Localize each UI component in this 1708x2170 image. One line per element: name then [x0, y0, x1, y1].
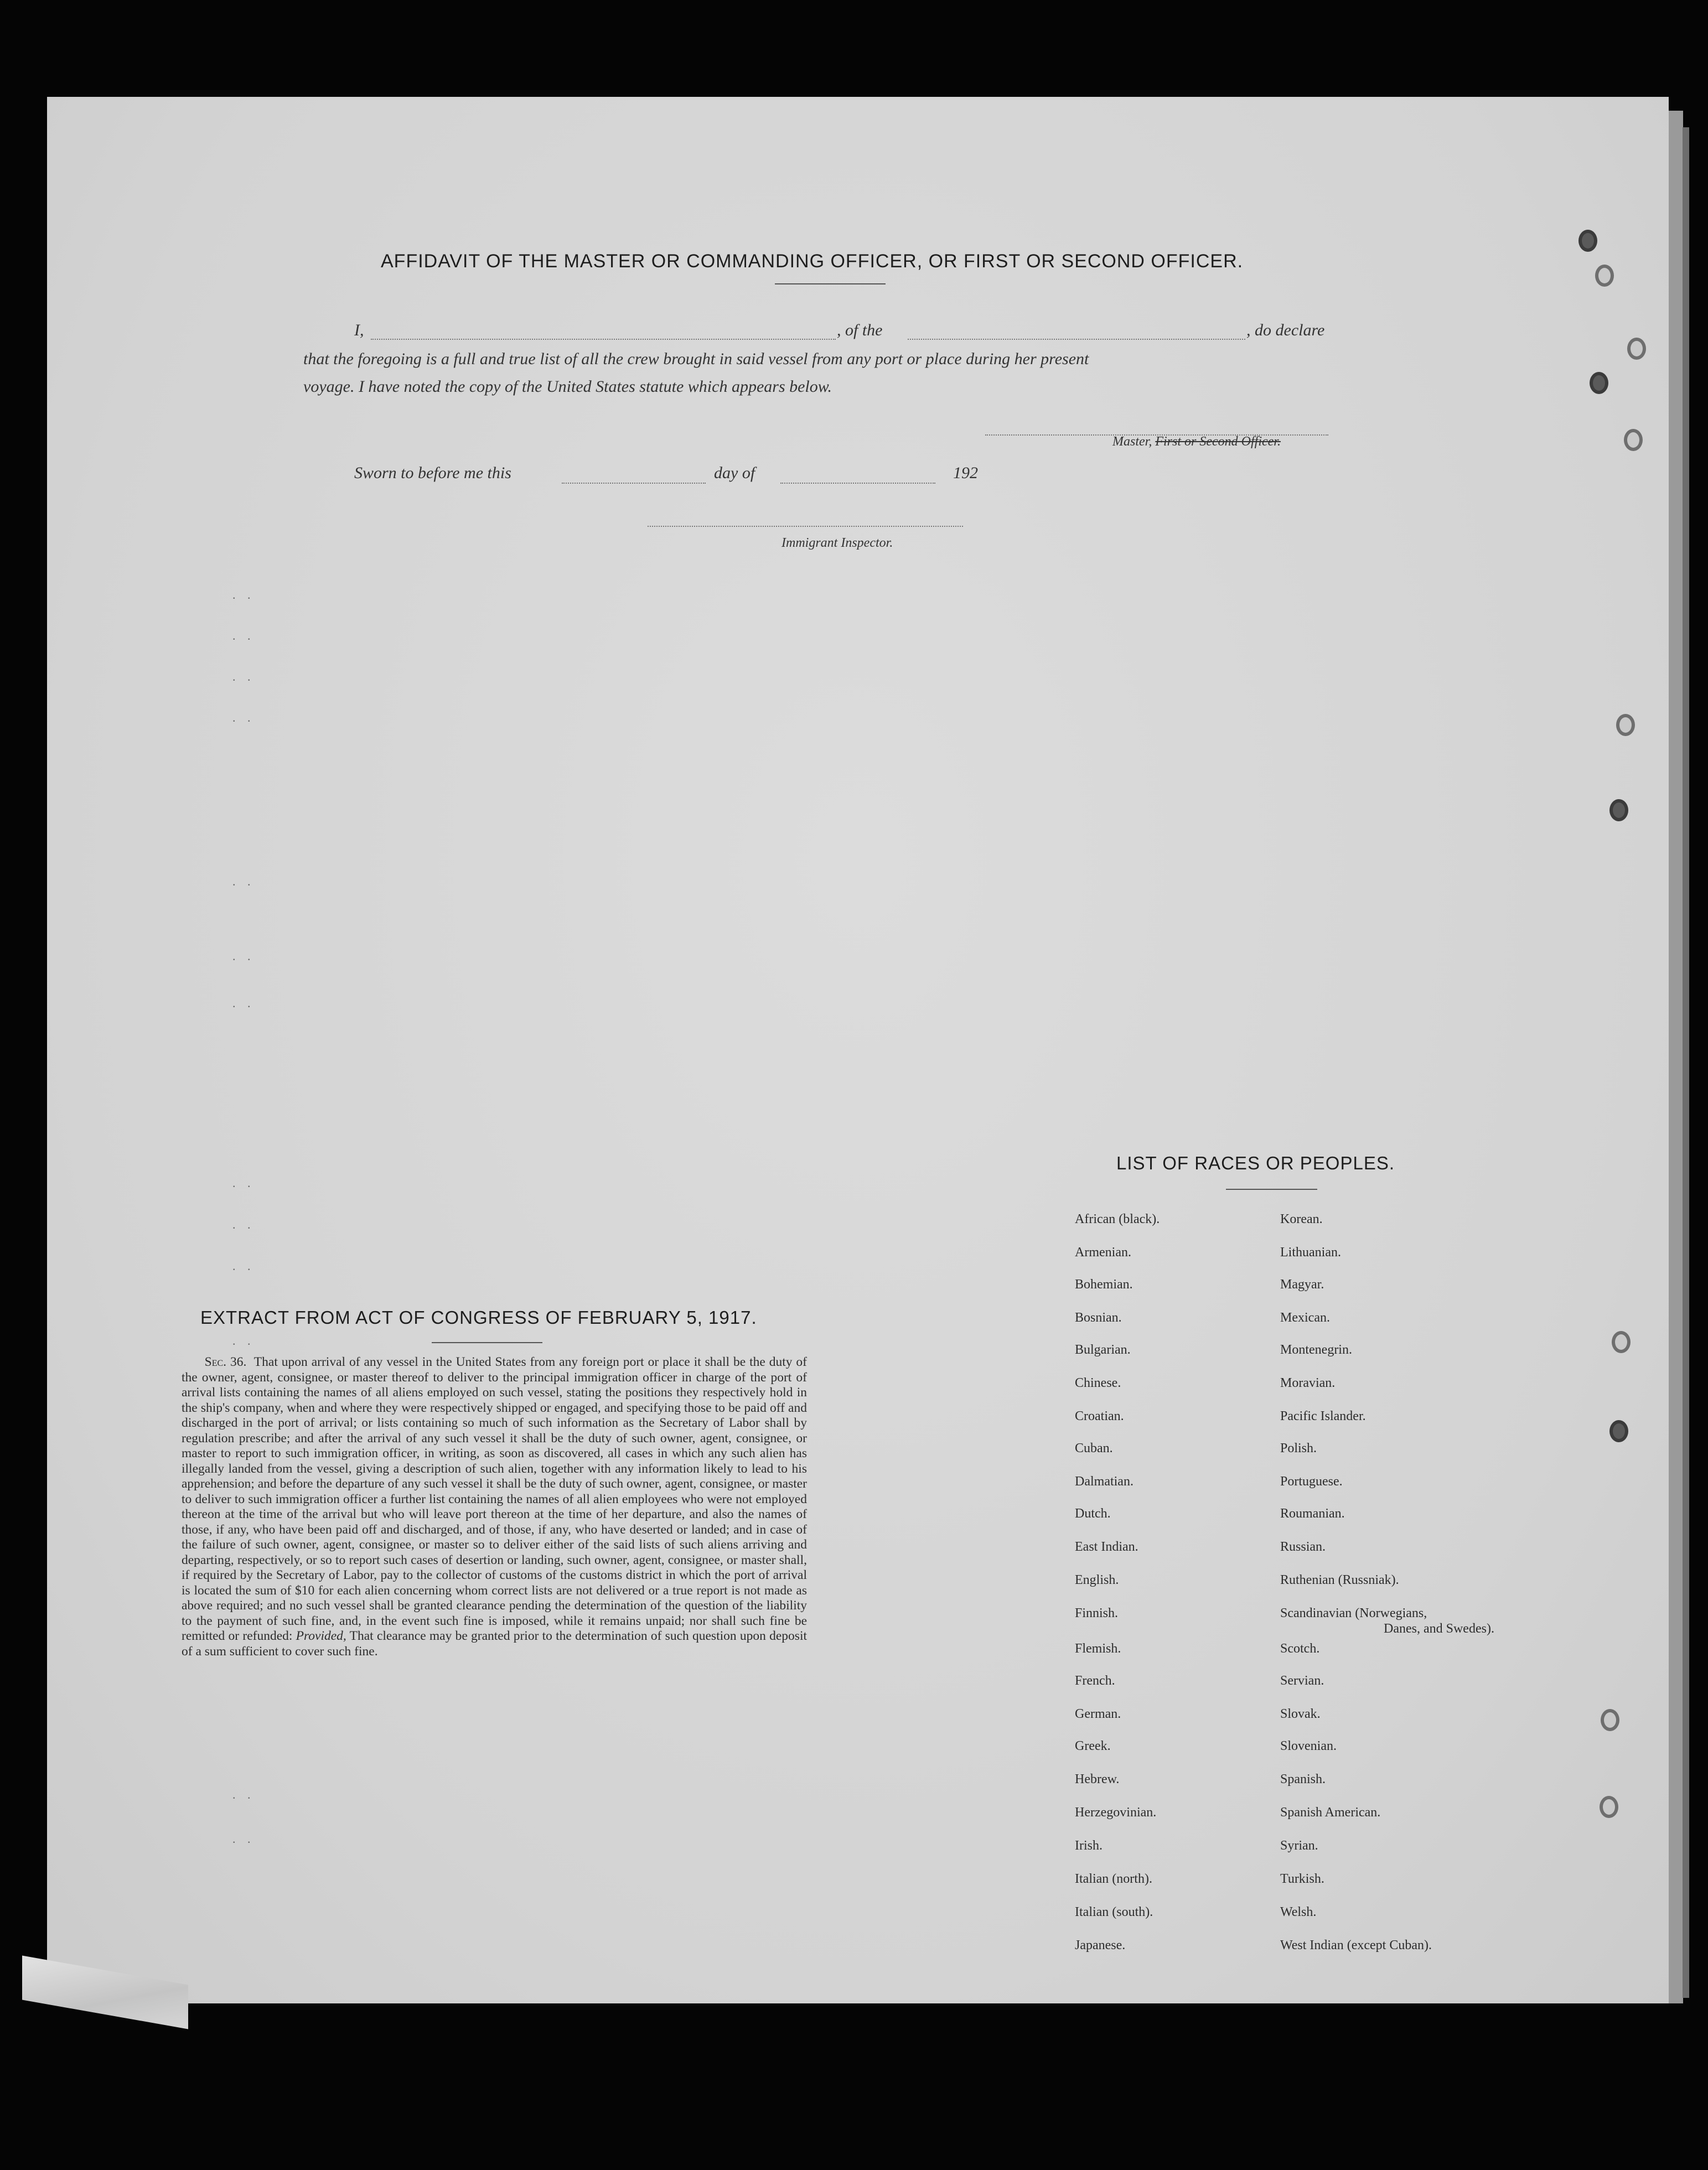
margin-marks: . .: [232, 1218, 255, 1231]
margin-marks: . .: [232, 1259, 255, 1273]
provided-label: Provided,: [296, 1629, 346, 1643]
race-item: Servian.: [1280, 1674, 1324, 1688]
race-item: Moravian.: [1280, 1376, 1336, 1390]
race-item: Cuban.: [1075, 1441, 1113, 1456]
race-item: Mexican.: [1280, 1311, 1330, 1325]
race-item: Ruthenian (Russniak).: [1280, 1573, 1399, 1587]
race-item: Italian (south).: [1075, 1905, 1153, 1919]
margin-marks: . .: [232, 1832, 255, 1846]
inspector-signature-blank: [648, 526, 963, 527]
punch-hole-icon: [1609, 799, 1628, 821]
race-item: Hebrew.: [1075, 1772, 1120, 1786]
punch-hole-icon: [1600, 1796, 1618, 1818]
race-item: Slovak.: [1280, 1707, 1321, 1721]
race-item: Pacific Islander.: [1280, 1409, 1366, 1423]
extract-title: EXTRACT FROM ACT OF CONGRESS OF FEBRUARY 5, 1917.: [200, 1307, 757, 1328]
race-item: Welsh.: [1280, 1905, 1317, 1919]
race-item: East Indian.: [1075, 1540, 1138, 1554]
punch-hole-icon: [1627, 338, 1646, 360]
margin-marks: . .: [232, 711, 255, 724]
margin-marks: . .: [232, 670, 255, 683]
race-item: Polish.: [1280, 1441, 1317, 1456]
race-item: Scotch.: [1280, 1641, 1320, 1656]
struck-officer-label: First or Second Officer.: [1155, 434, 1281, 449]
race-item: Irish.: [1075, 1838, 1103, 1853]
race-item: Portuguese.: [1280, 1474, 1343, 1489]
punch-hole-icon: [1578, 230, 1597, 252]
punch-hole-icon: [1609, 1420, 1628, 1442]
sworn-label: Sworn to before me this: [354, 464, 511, 482]
race-item: Armenian.: [1075, 1245, 1131, 1260]
margin-marks: . .: [232, 629, 255, 643]
race-item: French.: [1075, 1674, 1115, 1688]
race-item: Turkish.: [1280, 1872, 1324, 1886]
race-item: Dutch.: [1075, 1506, 1111, 1521]
race-item: Bulgarian.: [1075, 1343, 1131, 1357]
race-item: Spanish American.: [1280, 1805, 1381, 1820]
race-item: Italian (north).: [1075, 1872, 1152, 1886]
affidavit-title: AFFIDAVIT OF THE MASTER OR COMMANDING OFFICER, OR FIRST OR SECOND OFFICER.: [381, 251, 1244, 272]
margin-marks: . .: [232, 1176, 255, 1190]
race-item: Russian.: [1280, 1540, 1326, 1554]
race-item: Slovenian.: [1280, 1739, 1337, 1753]
punch-hole-icon: [1601, 1709, 1619, 1731]
race-item: Spanish.: [1280, 1772, 1326, 1786]
affidavit-line-2: that the foregoing is a full and true list of all the crew brought in said vessel from any port or place during her present: [303, 350, 1089, 368]
document-page: [47, 97, 1669, 2003]
race-item: Magyar.: [1280, 1277, 1324, 1292]
race-item: Montenegrin.: [1280, 1343, 1352, 1357]
race-item: Greek.: [1075, 1739, 1111, 1753]
margin-marks: . .: [232, 1334, 255, 1348]
race-item: West Indian (except Cuban).: [1280, 1938, 1432, 1953]
race-item-continuation: Danes, and Swedes).: [1384, 1622, 1494, 1636]
races-title: LIST OF RACES OR PEOPLES.: [1116, 1153, 1395, 1173]
affidavit-i: I,: [354, 321, 364, 339]
extract-text: That upon arrival of any vessel in the United States from any foreign port or place it shall be the duty of the owner, agent, consignee, or master thereof to deliver to the principal immigration officer in charge of the port of arrival lists containing the names of all aliens employed on such vessel, stating the positions they respectively hold in the ship's company, when and where they were respectively shipped or engaged, and specifying those to be paid off and discharged in the port of arrival; or lists containing so much of such information as the Secretary of Labor shall by regulation prescribe; and after the arrival of any such vessel it shall be the duty of such owner, agent, consignee, or master to report to such immigration officer, in writing, as soon as discovered, all cases in which any such alien has illegally landed from the vessel, giving a description of such alien, together with any information likely to lead to his apprehension; and before the departure of any such vessel it shall be the duty of such owner, agent, consignee, or master to deliver to such immigration officer a further list containing the names of all alien employees who were not employed thereon at the time of the arrival but who will leave port thereon at the time of her departure, and also the names of those, if any, who have been paid off and discharged, and of those, if any, who have deserted or landed; and in case of the failure of such owner, agent, consignee, or master so to deliver either of the said lists of such aliens arriving and departing, respectively, or so to report such cases of desertion or landing, such owner, agent, consignee, or master shall, if required by the Secretary of Labor, pay to the collector of customs of the customs district in which the port of arrival is located the sum of $10 for each alien concerning whom correct lists are not delivered or a true report is not made as above required; and no such vessel shall be granted clearance pending the determination of the question of the liability to the payment of such fine, and, in the event such fine is imposed, while it remains unpaid; nor shall such fine be remitted or refunded:: [182, 1355, 808, 1643]
race-item: Flemish.: [1075, 1641, 1121, 1656]
master-label: Master, First or Second Officer.: [1112, 434, 1281, 449]
margin-marks: . .: [232, 996, 255, 1010]
page-edge-shadow: [1683, 127, 1689, 1998]
race-item: Croatian.: [1075, 1409, 1124, 1423]
race-item: Roumanian.: [1280, 1506, 1345, 1521]
punch-hole-icon: [1624, 429, 1643, 451]
race-item: German.: [1075, 1707, 1121, 1721]
race-item: Japanese.: [1075, 1938, 1126, 1953]
race-item: Dalmatian.: [1075, 1474, 1134, 1489]
race-item: Bosnian.: [1075, 1311, 1122, 1325]
race-item: Scandinavian (Norwegians,: [1280, 1606, 1427, 1620]
vessel-blank: [908, 339, 1245, 340]
race-item: Finnish.: [1075, 1606, 1119, 1620]
affidavit-of-the: , of the: [837, 321, 883, 339]
extract-title-rule: [432, 1342, 542, 1343]
race-item: Korean.: [1280, 1212, 1323, 1226]
race-item: African (black).: [1075, 1212, 1160, 1226]
affidavit-declare: , do declare: [1246, 321, 1325, 339]
margin-marks: . .: [232, 588, 255, 602]
name-blank: [371, 339, 836, 340]
race-item: English.: [1075, 1573, 1119, 1587]
race-item: Bohemian.: [1075, 1277, 1133, 1292]
races-title-rule: [1226, 1189, 1317, 1190]
inspector-label: Immigrant Inspector.: [781, 536, 893, 550]
extract-text-end: That clearance may be granted prior to the determination of such question upon deposit of a sum sufficient to cover such fine.: [182, 1629, 808, 1659]
sworn-day-blank: [562, 483, 706, 484]
section-number: Sec. 36.: [204, 1355, 247, 1369]
margin-marks: . .: [232, 949, 255, 963]
punch-hole-icon: [1612, 1331, 1631, 1353]
title-rule: [775, 283, 886, 284]
race-item: Syrian.: [1280, 1838, 1318, 1853]
race-item: Lithuanian.: [1280, 1245, 1341, 1260]
month-blank: [780, 483, 935, 484]
extract-body: [182, 1355, 807, 1659]
punch-hole-icon: [1595, 265, 1614, 287]
day-of-label: day of: [714, 464, 755, 482]
year-prefix: 192: [953, 464, 978, 482]
punch-hole-icon: [1590, 372, 1608, 394]
affidavit-line-3: voyage. I have noted the copy of the United States statute which appears below.: [303, 377, 832, 396]
punch-hole-icon: [1616, 714, 1635, 736]
race-item: Herzegovinian.: [1075, 1805, 1157, 1820]
margin-marks: . .: [232, 1788, 255, 1801]
margin-marks: . .: [232, 874, 255, 888]
page-edge: [1669, 111, 1683, 2003]
race-item: Chinese.: [1075, 1376, 1121, 1390]
